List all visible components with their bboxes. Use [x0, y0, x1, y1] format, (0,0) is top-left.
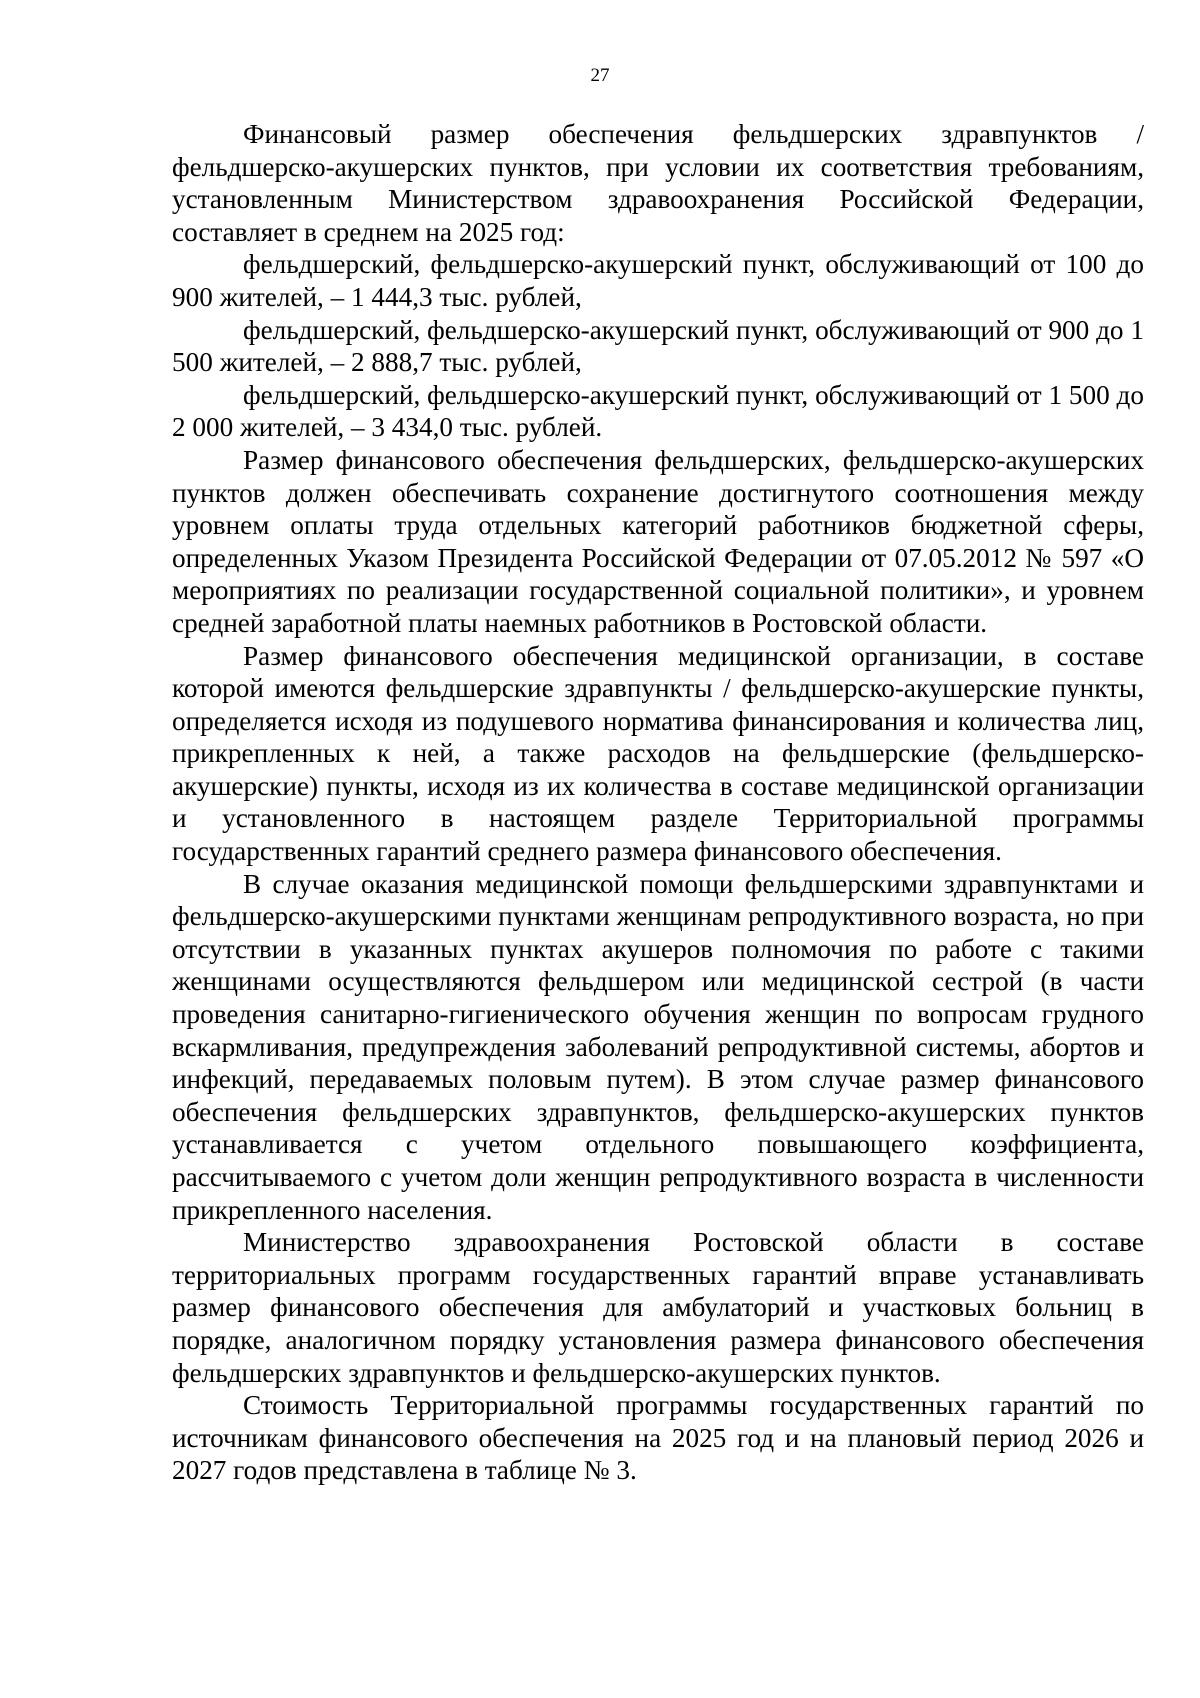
- paragraph-financial-size-intro: Финансовый размер обеспечения фельдшерских здравпунктов / фельдшерско-акушерских пунктов, при условии их соответствия требованиям, установленным Министерством здравоохранения Российской Федерации, составляет в среднем на 2025 год:: [172, 119, 1144, 247]
- document-body: [172, 118, 1144, 1487]
- paragraph-salary-ratio: Размер финансового обеспечения фельдшерских, фельдшерско-акушерских пунктов должен обеспечивать сохранение достигнутого соотношения между уровнем оплаты труда отдельных категорий работников бюджетной сферы, определенных Указом Президента Российской Федерации от 07.05.2012 № 597 «О мероприятиях по реализации государственной социальной политики», и уровнем средней заработной платы наемных работников в Ростовской области.: [172, 444, 1144, 638]
- paragraph-point-1500-2000: фельдшерский, фельдшерско-акушерский пункт, обслуживающий от 1 500 до 2 000 жителей, – 3 434,0 тыс. рублей.: [172, 379, 1144, 443]
- page-number: 27: [590, 65, 610, 86]
- paragraph-point-100-900: фельдшерский, фельдшерско-акушерский пункт, обслуживающий от 100 до 900 жителей, – 1 444,3 тыс. рублей,: [172, 249, 1144, 312]
- paragraph-point-900-1500: фельдшерский, фельдшерско-акушерский пункт, обслуживающий от 900 до 1 500 жителей, – 2 888,7 тыс. рублей,: [172, 314, 1144, 378]
- paragraph-organization-financing: Размер финансового обеспечения медицинской организации, в составе которой имеются фельдшерские здравпункты / фельдшерско-акушерские пункты, определяется исходя из подушевого норматива финансирования и количества лиц, прикрепленных к ней, а также расходов на фельдшерские (фельдшерско-акушерские) пункты, исходя из их количества в составе медицинской организации и установленного в настоящем разделе Территориальной программы государственных гарантий среднего размера финансового обеспечения.: [172, 640, 1144, 867]
- paragraph-program-cost: Стоимость Территориальной программы государственных гарантий по источникам финансового обеспечения на 2025 год и на плановый период 2026 и 2027 годов представлена в таблице № 3.: [172, 1390, 1144, 1486]
- paragraph-ministry-rights: Министерство здравоохранения Ростовской области в составе территориальных программ государственных гарантий вправе устанавливать размер финансового обеспечения для амбулаторий и участковых больниц в порядке, аналогичном порядку установления размера финансового обеспечения фельдшерских здравпунктов и фельдшерско-акушерских пунктов.: [172, 1227, 1144, 1388]
- paragraph-reproductive-age: В случае оказания медицинской помощи фельдшерскими здравпунктами и фельдшерско-акушерскими пунктами женщинам репродуктивного возраста, но при отсутствии в указанных пунктах акушеров полномочия по работе с такими женщинами осуществляются фельдшером или медицинской сестрой (в части проведения санитарно-гигиенического обучения женщин по вопросам грудного вскармливания, предупреждения заболеваний репродуктивной системы, абортов и инфекций, передаваемых половым путем). В этом случае размер финансового обеспечения фельдшерских здравпунктов, фельдшерско-акушерских пунктов устанавливается с учетом отдельного повышающего коэффициента, рассчитываемого с учетом доли женщин репродуктивного возраста в численности прикрепленного населения.: [172, 868, 1144, 1225]
